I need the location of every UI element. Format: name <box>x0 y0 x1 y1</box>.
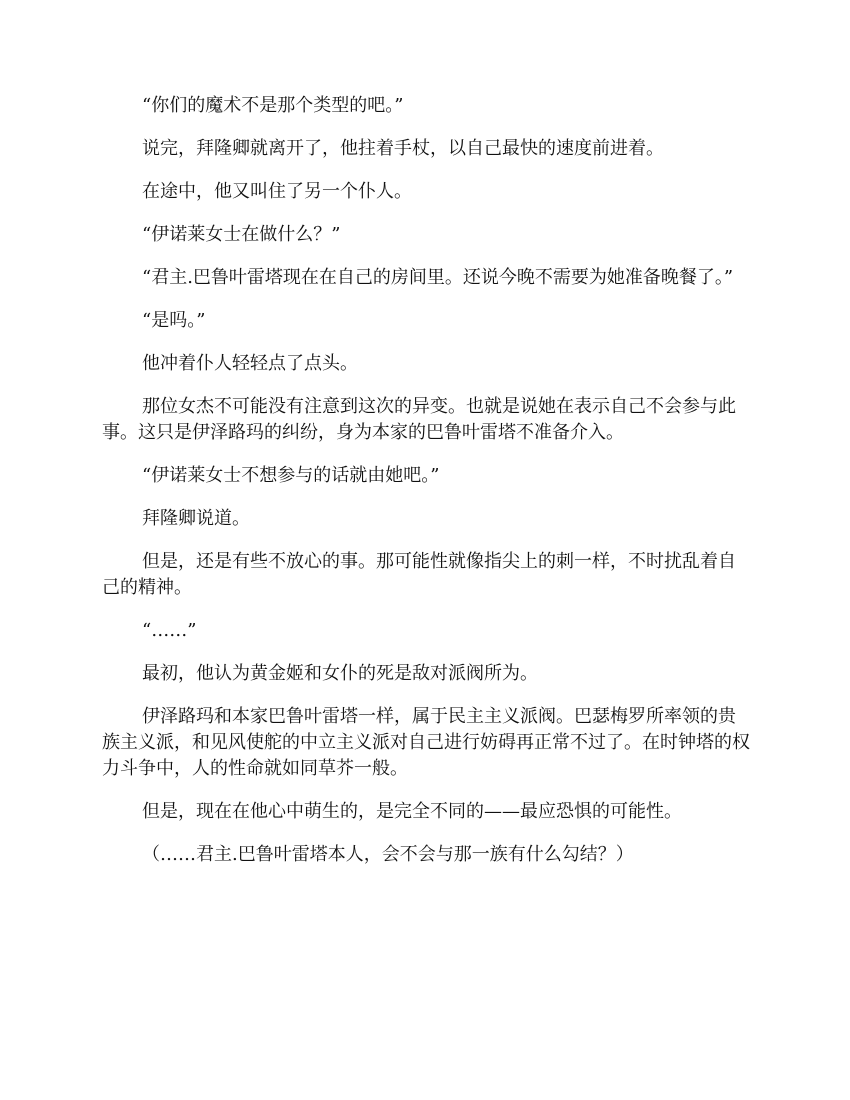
paragraph: 但是，现在在他心中萌生的，是完全不同的——最应恐惧的可能性。 <box>142 801 682 822</box>
paragraph: 伊泽路玛和本家巴鲁叶雷塔一样，属于民主主义派阀。巴瑟梅罗所率领的贵族主义派，和见风使舵的中立主义派对自己进行妨碍再正常不过了。在时钟塔的权力斗争中，人的性命就如同草芥一般。 <box>102 706 750 779</box>
paragraph: （……君主.巴鲁叶雷塔本人，会不会与那一族有什么勾结？） <box>142 844 634 865</box>
paragraph: 最初，他认为黄金姬和女仆的死是敌对派阀所为。 <box>142 663 538 684</box>
paragraph: “君主.巴鲁叶雷塔现在在自己的房间里。还说今晚不需要为她准备晚餐了。” <box>142 267 734 288</box>
paragraph: 那位女杰不可能没有注意到这次的异变。也就是说她在表示自己不会参与此事。这只是伊泽路玛的纠纷，身为本家的巴鲁叶雷塔不准备介入。 <box>102 396 736 443</box>
paragraph: 他冲着仆人轻轻点了点头。 <box>142 353 358 374</box>
paragraph: “伊诺莱女士在做什么？” <box>142 224 341 245</box>
paragraph: 在途中，他又叫住了另一个仆人。 <box>142 181 412 202</box>
document-page <box>102 85 750 885</box>
paragraph: “你们的魔术不是那个类型的吧。” <box>142 95 404 116</box>
paragraph: “伊诺莱女士不想参与的话就由她吧。” <box>142 465 440 486</box>
paragraph: “……” <box>142 620 197 641</box>
paragraph: 拜隆卿说道。 <box>142 508 250 529</box>
paragraph: “是吗。” <box>142 310 206 331</box>
paragraph: 但是，还是有些不放心的事。那可能性就像指尖上的刺一样，不时扰乱着自己的精神。 <box>102 551 736 598</box>
paragraph: 说完，拜隆卿就离开了，他拄着手杖，以自己最快的速度前进着。 <box>142 138 664 159</box>
